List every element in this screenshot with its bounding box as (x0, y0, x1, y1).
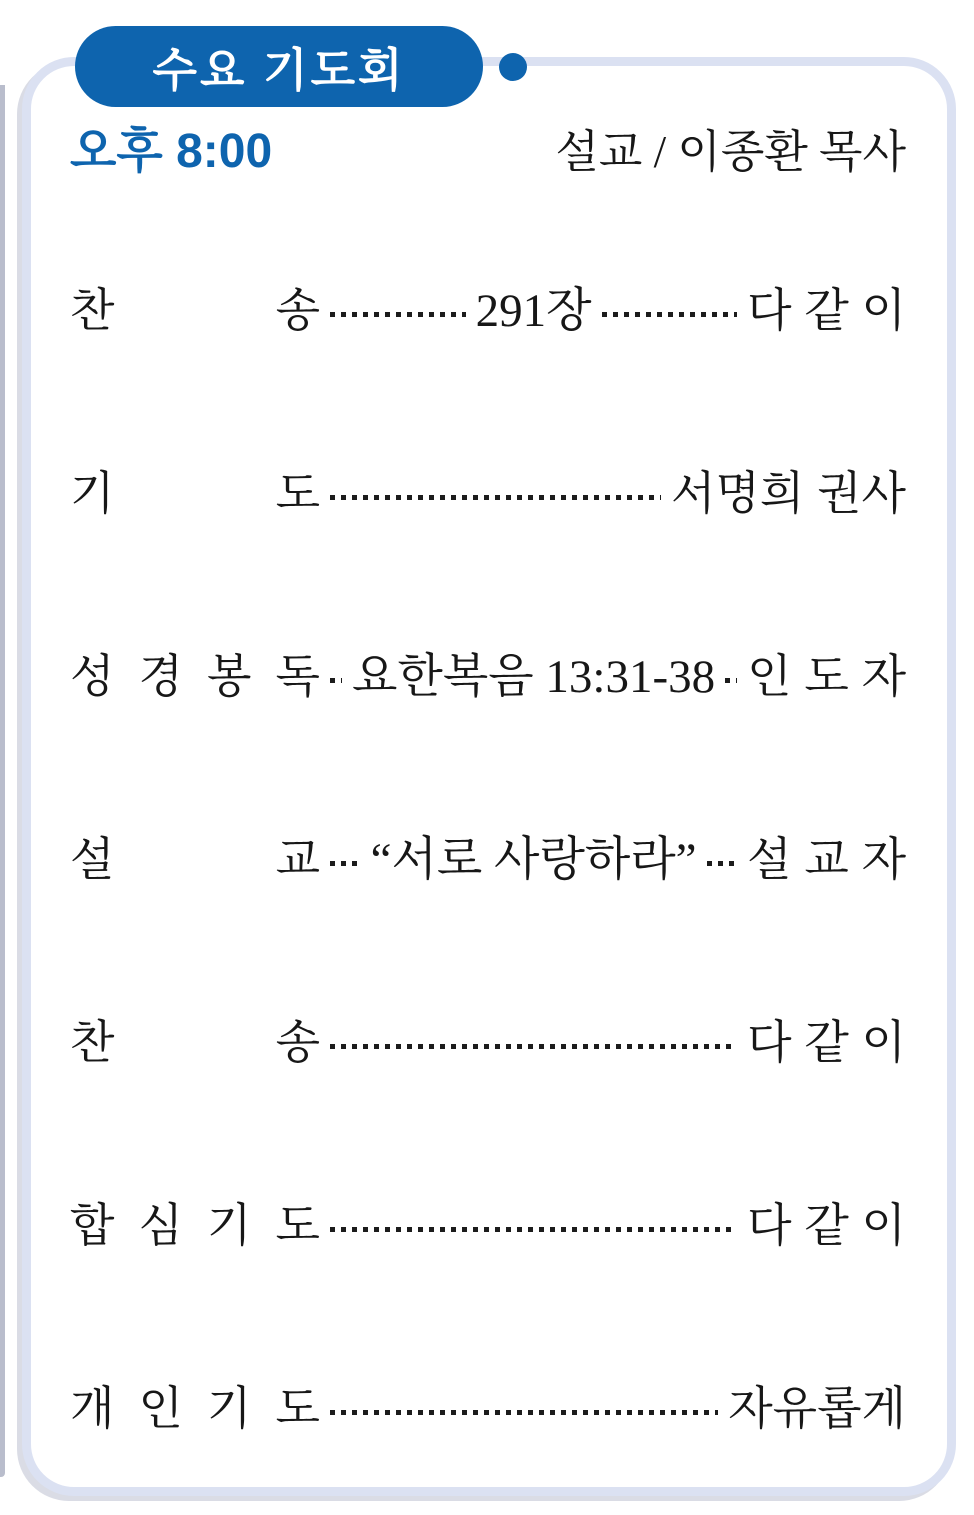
program-item-label (70, 274, 320, 340)
label-char: 기 (70, 466, 115, 519)
program-row (70, 1313, 906, 1496)
label-char: 인 (138, 1381, 183, 1434)
label-char: 기 (207, 1198, 252, 1251)
program-item-performer: 서명희 권사 (671, 466, 906, 519)
program-item-performer: 다 같 이 (747, 1198, 906, 1251)
label-char: 개 (70, 1381, 115, 1434)
program-row (70, 581, 906, 764)
label-char: 찬 (70, 283, 115, 336)
dotted-leader-2 (707, 861, 738, 866)
label-char: 독 (275, 649, 320, 702)
program-list (70, 215, 906, 1496)
label-char: 경 (138, 649, 183, 702)
section-title-badge (75, 26, 483, 107)
label-char: 도 (275, 1381, 320, 1434)
program-item-performer: 인 도 자 (747, 649, 907, 702)
label-char: 성 (70, 649, 115, 702)
label-char: 도 (275, 466, 320, 519)
program-item-label (70, 640, 320, 706)
program-item-value: 291장 (475, 285, 592, 337)
program-item-label (70, 823, 320, 889)
label-char: 송 (275, 283, 320, 336)
label-char: 송 (275, 1015, 320, 1068)
label-char: 찬 (70, 1015, 115, 1068)
label-char: 기 (207, 1381, 252, 1434)
dotted-leader-1 (330, 1410, 718, 1415)
bullet-dot-icon (499, 53, 527, 81)
program-item-performer: 자유롭게 (728, 1381, 906, 1434)
service-time: 오후 8:00 (70, 125, 273, 178)
label-char: 교 (275, 832, 320, 885)
program-item-performer: 설 교 자 (747, 832, 907, 885)
dotted-leader-1 (330, 1227, 737, 1232)
program-item-label (70, 1372, 320, 1438)
label-char: 도 (275, 1198, 320, 1251)
program-row (70, 947, 906, 1130)
program-item-label (70, 1006, 320, 1072)
program-item-label (70, 1189, 320, 1255)
section-title: 수요 기도회 (152, 43, 406, 96)
program-item-performer: 다 같 이 (747, 283, 906, 336)
program-item-label (70, 457, 320, 523)
dotted-leader-1 (330, 861, 361, 866)
program-item-performer: 다 같 이 (747, 1015, 906, 1068)
program-item-value: 요한복음 13:31-38 (352, 651, 716, 703)
program-row (70, 764, 906, 947)
program-row (70, 215, 906, 398)
dotted-leader-2 (602, 312, 738, 317)
label-char: 봉 (207, 649, 252, 702)
program-row (70, 398, 906, 581)
meta-row (70, 126, 906, 179)
program-item-value: “서로 사랑하라” (370, 834, 697, 886)
dotted-leader-1 (330, 495, 661, 500)
program-row (70, 1130, 906, 1313)
adjacent-frame-edge (0, 85, 5, 1477)
preacher-credit: 설교 / 이종환 목사 (555, 127, 906, 178)
label-char: 합 (70, 1198, 115, 1251)
label-char: 설 (70, 832, 115, 885)
dotted-leader-2 (725, 678, 737, 683)
label-char: 심 (138, 1198, 183, 1251)
dotted-leader-1 (330, 1044, 737, 1049)
dotted-leader-1 (330, 312, 466, 317)
dotted-leader-1 (330, 678, 342, 683)
